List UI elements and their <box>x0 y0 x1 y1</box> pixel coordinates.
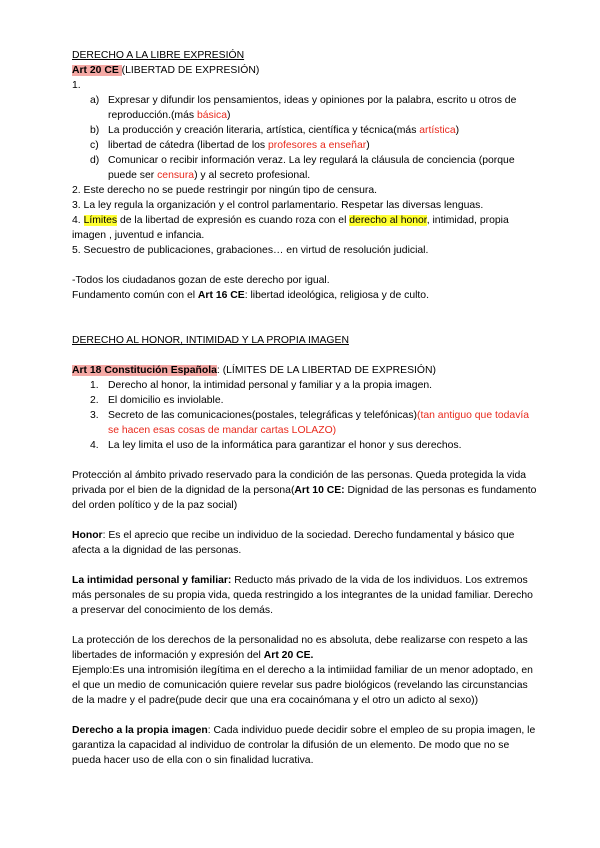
section1-title: DERECHO A LA LIBRE EXPRESIÓN <box>72 50 245 61</box>
sub-c-end: ) <box>366 140 370 151</box>
note1: -Todos los ciudadanos gozan de este derecho por igual. <box>72 275 330 286</box>
list-item <box>72 138 540 153</box>
list-item <box>72 93 540 123</box>
sub-b-red: artística <box>419 125 456 136</box>
list-item <box>72 153 540 183</box>
sub-d-text: Comunicar o recibir información veraz. La ley regulará la cláusula de conciencia (porque puede ser <box>108 155 515 181</box>
prot-end: Dignidad de las personas es fundamento del orden político y de la paz social) <box>72 485 537 511</box>
intimacy-paragraph <box>72 573 540 618</box>
list-item <box>72 378 540 393</box>
note2 <box>72 288 540 303</box>
section1-article-line <box>72 63 540 78</box>
item3: 3. La ley regula la organización y el control parlamentario. Respetar las diversas lenguas. <box>72 200 484 211</box>
sub-a-end: ) <box>226 110 231 121</box>
personality-paragraph <box>72 633 540 663</box>
intimacy-label: La intimidad personal y familiar: <box>72 575 232 586</box>
item2: 2. Este derecho no se puede restringir por ningún tipo de censura. <box>72 185 377 196</box>
sub-d-red: censura <box>157 170 195 181</box>
sub-b-end: ) <box>455 125 460 136</box>
spacer <box>72 348 540 363</box>
list-item <box>72 408 540 438</box>
list-item <box>72 393 540 408</box>
art18-item-text: La ley limita el uso de la informática para garantizar el honor y sus derechos. <box>108 440 462 451</box>
art18-item-mark: 2. <box>90 395 99 406</box>
sub-c-red: profesores a enseñar <box>268 140 367 151</box>
item1-number: 1. <box>72 80 81 91</box>
sub-b-mark: b) <box>90 125 100 136</box>
item4-end: , intimidad, propia imagen , juventud e infancia. <box>72 215 509 241</box>
image-text: : Cada individuo puede decidir sobre el empleo de su propia imagen, le garantiza la capacidad al individuo de controlar la difusión de un elemento. De modo que no se pueda hacer uso de ella con o sin finalidad lucrativa. <box>72 725 536 766</box>
sub-b-text: La producción y creación literaria, artística, científica y técnica(más <box>108 125 420 136</box>
image-label: Derecho a la propia imagen <box>72 725 208 736</box>
art18-item-text: Derecho al honor, la intimidad personal y familiar y a la propia imagen. <box>108 380 433 391</box>
art18-item-mark: 3. <box>90 410 99 421</box>
section2-article-line <box>72 363 540 378</box>
image-paragraph <box>72 723 540 768</box>
protection-paragraph <box>72 468 540 513</box>
intimacy-text: Reducto más privado de la vida de los individuos. Los extremos más personales de su propia vida, queda restringido a los integrantes de la unidad familiar. Derecho a preservar del conocimiento de los demás. <box>72 575 533 616</box>
sub-d-mark: d) <box>90 155 100 166</box>
art18-item-red-note: (tan antiguo que todavía se hacen esas cosas de mandar cartas LOLAZO) <box>108 410 530 436</box>
spacer <box>72 618 540 633</box>
art18-item-mark: 4. <box>90 440 99 451</box>
spacer <box>72 558 540 573</box>
art18-list <box>72 378 540 453</box>
example-paragraph: Ejemplo:Es una intromisión ilegítima en el derecho a la intimiidad familiar de un menor adoptado, en el que un medio de comunicación quiere revelar sus padre biológicos (revelando las circunstancias de la madre y el padre(pude decir que una era cocainómana y el otro un adicto al sexo)) <box>72 665 533 706</box>
note2-bold: Art 16 CE <box>197 290 245 301</box>
sub-a-red: básica <box>196 110 227 121</box>
pers-bold: Art 20 CE. <box>263 650 314 661</box>
prot-pre: Protección al ámbito privado reservado para la condición de las personas. Queda protegida la vida privada por el bien de la dignidad de la persona( <box>72 470 526 496</box>
art18-item-text: El domicilio es inviolable. <box>108 395 224 406</box>
art18-desc: : (LÍMITES DE LA LIBERTAD DE EXPRESIÓN) <box>216 365 436 376</box>
spacer <box>72 258 540 273</box>
item5: 5. Secuestro de publicaciones, grabaciones… en virtud de resolución judicial. <box>72 245 429 256</box>
item4 <box>72 213 540 243</box>
art20-desc: (LIBERTAD DE EXPRESIÓN) <box>121 65 260 76</box>
spacer <box>72 513 540 528</box>
note2-end: : libertad ideológica, religiosa y de culto. <box>244 290 429 301</box>
item4-pre: 4. <box>72 215 84 226</box>
honor-paragraph <box>72 528 540 558</box>
sub-c-text: libertad de cátedra (libertad de los <box>108 140 268 151</box>
art20-label: Art 20 CE <box>72 65 122 76</box>
art18-item-mark: 1. <box>90 380 99 391</box>
section2-title: DERECHO AL HONOR, INTIMIDAD Y LA PROPIA IMAGEN <box>72 335 349 346</box>
list-item <box>72 123 540 138</box>
note2-pre: Fundamento común con el <box>72 290 198 301</box>
prot-bold: Art 10 CE: <box>294 485 345 496</box>
item4-mid: de la libertad de expresión es cuando roza con el <box>117 215 350 226</box>
spacer <box>72 453 540 468</box>
art20-sublist <box>72 93 540 183</box>
honor-text: : Es el aprecio que recibe un individuo de la sociedad. Derecho fundamental y básico que afecta a la dignidad de las personas. <box>72 530 515 556</box>
spacer <box>72 303 540 333</box>
sub-d-end: ) y al secreto profesional. <box>194 170 311 181</box>
item4-highlight-limites: Límites <box>83 215 118 226</box>
art18-item-text: Secreto de las comunicaciones(postales, telegráficas y telefónicas) <box>108 410 417 421</box>
sub-c-mark: c) <box>90 140 99 151</box>
sub-a-text: Expresar y difundir los pensamientos, ideas y opiniones por la palabra, escrito u otros de reproducción.(más <box>108 95 517 121</box>
honor-label: Honor <box>72 530 103 541</box>
item4-highlight-honor: derecho al honor <box>349 215 427 226</box>
pers-pre: La protección de los derechos de la personalidad no es absoluta, debe realizarse con respeto a las libertades de información y expresión del <box>72 635 528 661</box>
art18-label: Art 18 Constitución Española <box>72 365 217 376</box>
spacer <box>72 708 540 723</box>
list-item <box>72 438 540 453</box>
sub-a-mark: a) <box>90 95 100 106</box>
